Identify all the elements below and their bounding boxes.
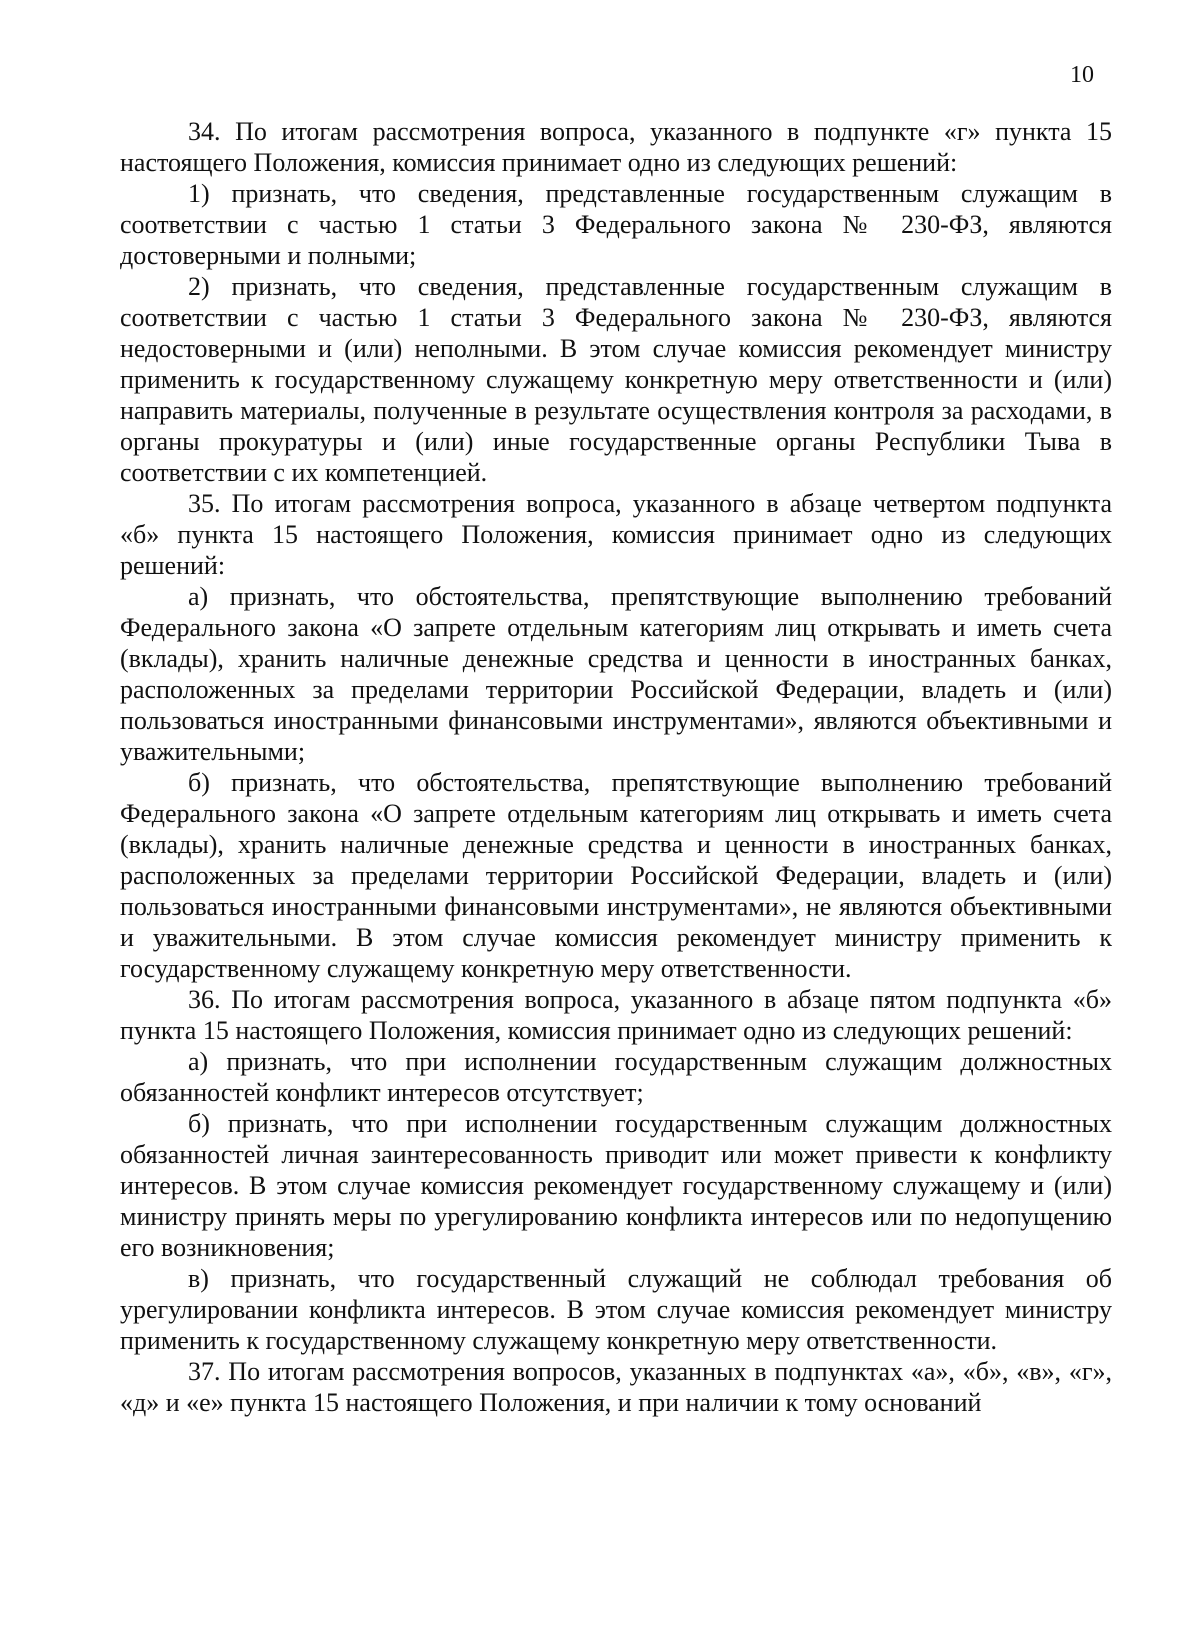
paragraph-35-item-a: а) признать, что обстоятельства, препятствующие выполнению требований Федерального закона «О запрете отдельным категориям лиц открывать и иметь счета (вклады), хранить наличные денежные средства и ценности в иностранных банках, расположенных за пределами территории Российской Федерации, владеть и (или) пользоваться иностранными финансовыми инструментами», являются объективными и уважительными; — [120, 582, 1112, 766]
paragraph-36-item-a: а) признать, что при исполнении государственным служащим должностных обязанностей конфликт интересов отсутствует; — [120, 1047, 1112, 1107]
paragraph-35-item-b: б) признать, что обстоятельства, препятствующие выполнению требований Федерального закона «О запрете отдельным категориям лиц открывать и иметь счета (вклады), хранить наличные денежные средства и ценности в иностранных банках, расположенных за пределами территории Российской Федерации, владеть и (или) пользоваться иностранными финансовыми инструментами», не являются объективными и уважительными. В этом случае комиссия рекомендует министру применить к государственному служащему конкретную меру ответственности. — [120, 768, 1112, 983]
page-number: 10 — [1070, 62, 1094, 88]
paragraph-36-item-v: в) признать, что государственный служащий не соблюдал требования об урегулировании конфликта интересов. В этом случае комиссия рекомендует министру применить к государственному служащему конкретную меру ответственности. — [120, 1264, 1112, 1355]
paragraph-36-item-b: б) признать, что при исполнении государственным служащим должностных обязанностей личная заинтересованность приводит или может привести к конфликту интересов. В этом случае комиссия рекомендует государственному служащему и (или) министру принять меры по урегулированию конфликта интересов или по недопущению его возникновения; — [120, 1109, 1112, 1262]
paragraph-34-item-1: 1) признать, что сведения, представленные государственным служащим в соответствии с частью 1 статьи 3 Федерального закона № 230-ФЗ, являются достоверными и полными; — [120, 179, 1112, 270]
paragraph-34: 34. По итогам рассмотрения вопроса, указанного в подпункте «г» пункта 15 настоящего Положения, комиссия принимает одно из следующих решений: — [120, 117, 1112, 177]
paragraph-35: 35. По итогам рассмотрения вопроса, указанного в абзаце четвертом подпункта «б» пункта 15 настоящего Положения, комиссия принимает одно из следующих решений: — [120, 489, 1112, 580]
paragraph-36: 36. По итогам рассмотрения вопроса, указанного в абзаце пятом подпункта «б» пункта 15 настоящего Положения, комиссия принимает одно из следующих решений: — [120, 985, 1112, 1045]
paragraph-34-item-2: 2) признать, что сведения, представленные государственным служащим в соответствии с частью 1 статьи 3 Федерального закона № 230-ФЗ, являются недостоверными и (или) неполными. В этом случае комиссия рекомендует министру применить к государственному служащему конкретную меру ответственности и (или) направить материалы, полученные в результате осуществления контроля за расходами, в органы прокуратуры и (или) иные государственные органы Республики Тыва в соответствии с их компетенцией. — [120, 272, 1112, 487]
paragraph-37: 37. По итогам рассмотрения вопросов, указанных в подпунктах «а», «б», «в», «г», «д» и «е» пункта 15 настоящего Положения, и при наличии к тому оснований — [120, 1357, 1112, 1417]
document-body — [120, 116, 1112, 1418]
